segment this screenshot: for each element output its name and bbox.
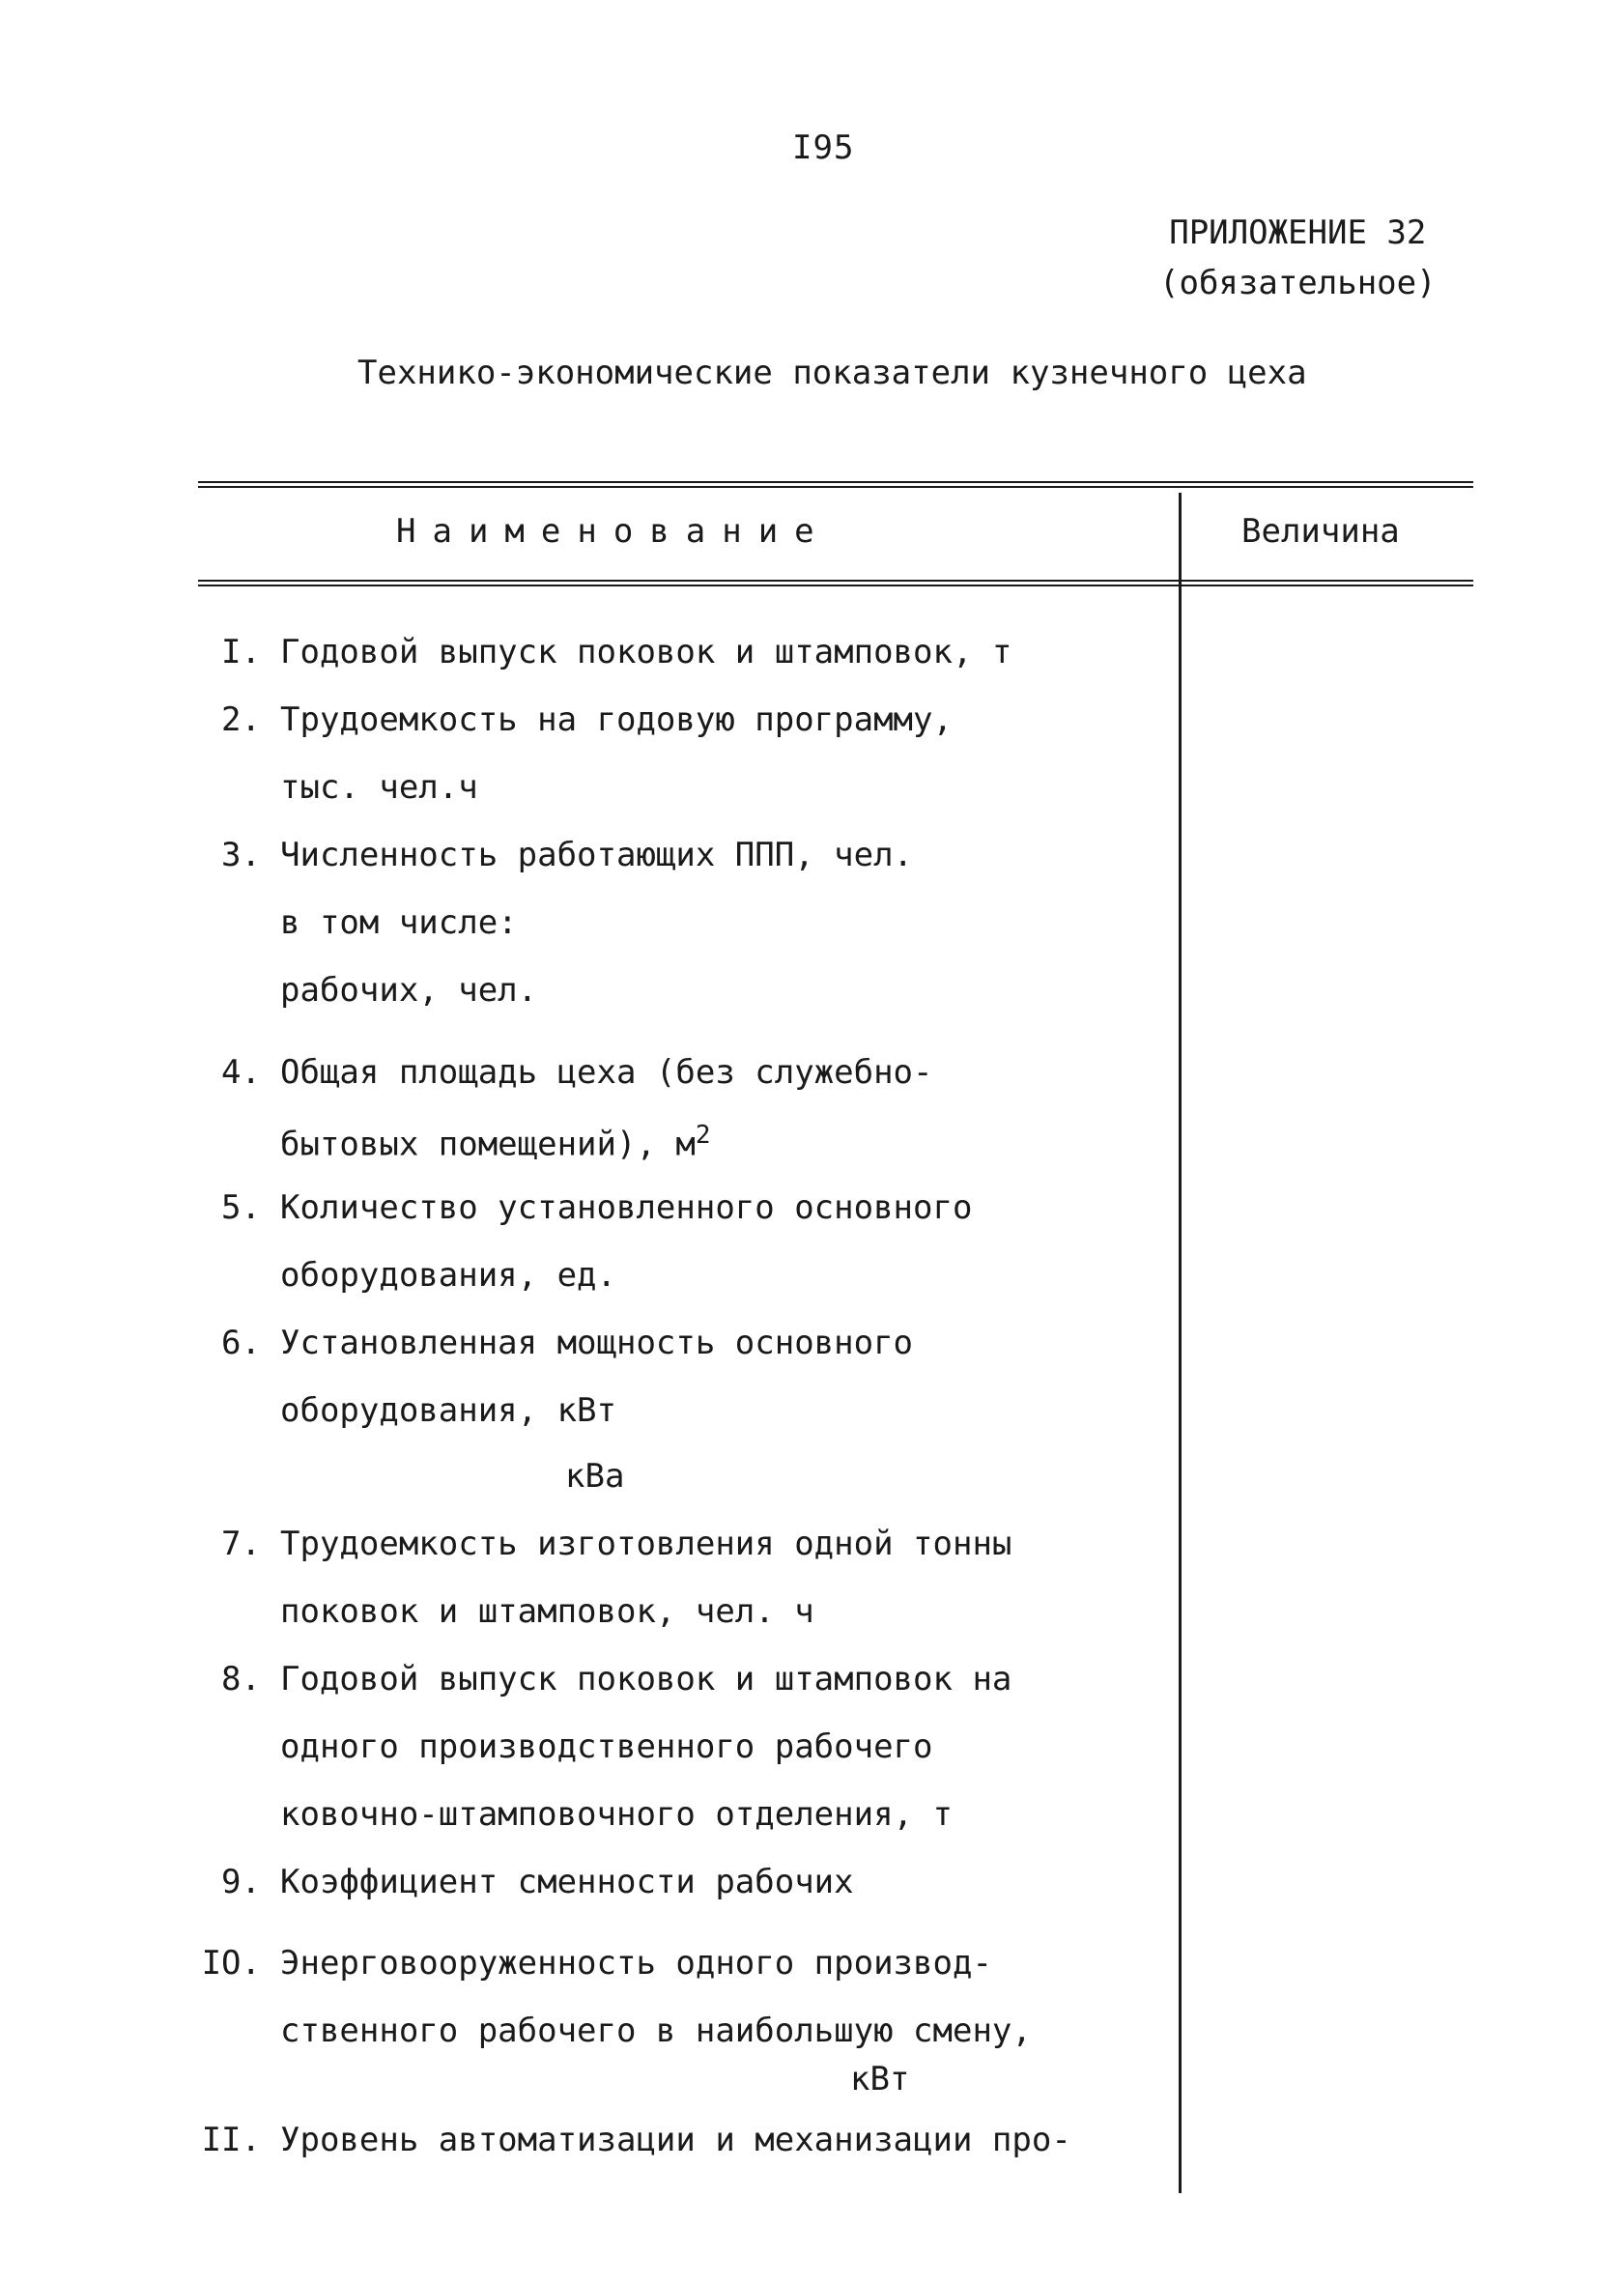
- item-text: Количество установленного основного: [280, 1188, 973, 1227]
- appendix-note: (обязательное): [1159, 264, 1437, 302]
- item-text: Коэффициент сменности рабочих: [280, 1863, 854, 1901]
- item-number: 9.: [221, 1863, 261, 1901]
- item-number: I.: [221, 633, 261, 671]
- item-text: Энерговооруженность одного производ-: [280, 1944, 992, 1983]
- item-number: 3.: [221, 836, 261, 874]
- item-text: Установленная мощность основного: [280, 1324, 914, 1362]
- item-text: одного производственного рабочего: [280, 1727, 933, 1766]
- item-text: в том числе:: [280, 903, 518, 942]
- item-text: оборудования, кВт: [280, 1391, 616, 1430]
- item-text: тыс. чел.ч: [280, 768, 478, 807]
- item-number: 5.: [221, 1188, 261, 1227]
- column-header-name: Наименование: [396, 512, 831, 551]
- item-number: 2.: [221, 700, 261, 739]
- item-text: Трудоемкость на годовую программу,: [280, 700, 953, 739]
- item-text: Трудоемкость изготовления одной тонны: [280, 1525, 1012, 1563]
- table-header-rule: [198, 580, 1473, 586]
- item-text: рабочих, чел.: [280, 971, 538, 1010]
- table-top-rule: [198, 481, 1473, 488]
- item-text: бытовых помещений), $м^2$: [280, 1121, 711, 1164]
- item-text: Общая площадь цеха (без служебно-: [280, 1053, 933, 1092]
- item-text: оборудования, ед.: [280, 1256, 616, 1295]
- item-text: Уровень автоматизации и механизации про-: [280, 2121, 1071, 2159]
- item-text: поковок и штамповок, чел. ч: [280, 1592, 814, 1631]
- document-title: Технико-экономические показатели кузнечного цеха: [357, 354, 1307, 392]
- page-number: I95: [792, 128, 855, 167]
- column-header-value: Величина: [1241, 512, 1400, 551]
- item-text: Численность работающих ППП, чел.: [280, 836, 914, 874]
- item-number: 7.: [221, 1525, 261, 1563]
- column-divider: [1179, 493, 1182, 2193]
- item-number: 8.: [221, 1660, 261, 1698]
- item-number: IO.: [201, 1944, 261, 1983]
- item-text: кВт: [850, 2060, 910, 2098]
- appendix-label: [1159, 208, 1437, 308]
- item-text: ственного рабочего в наибольшую смену,: [280, 2012, 1032, 2050]
- item-text: кВа: [565, 1457, 625, 1496]
- appendix-title: ПРИЛОЖЕНИЕ 32: [1169, 214, 1427, 252]
- item-number: 4.: [221, 1053, 261, 1092]
- item-number: II.: [201, 2121, 261, 2159]
- item-text: ковочно-штамповочного отделения, т: [280, 1795, 953, 1834]
- item-number: 6.: [221, 1324, 261, 1362]
- item-text: Годовой выпуск поковок и штамповок, т: [280, 633, 1012, 671]
- item-text: Годовой выпуск поковок и штамповок на: [280, 1660, 1012, 1698]
